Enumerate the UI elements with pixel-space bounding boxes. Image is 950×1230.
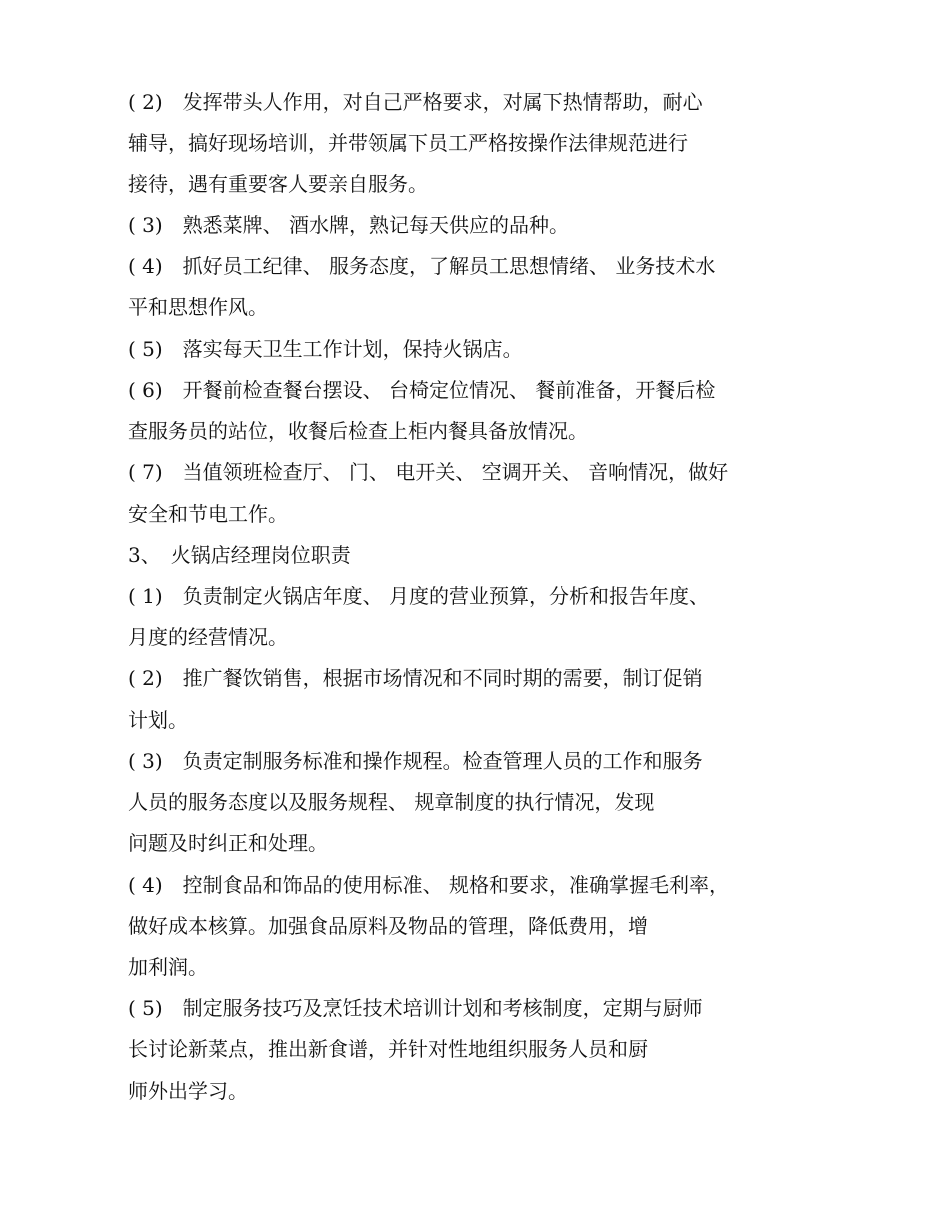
text-line: 师外出学习。 bbox=[128, 1079, 248, 1103]
text-line: 辅导，搞好现场培训，并带领属下员工严格按操作法律规范进行 bbox=[128, 131, 688, 155]
text-line: ( 2) 发挥带头人作用，对自己严格要求，对属下热情帮助，耐心 bbox=[128, 90, 703, 114]
text-line: 计划。 bbox=[128, 708, 188, 732]
text-line: 平和思想作风。 bbox=[128, 295, 268, 319]
text-line: ( 5) 落实每天卫生工作计划，保持火锅店。 bbox=[128, 337, 523, 361]
text-line: ( 3) 负责定制服务标准和操作规程。检查管理人员的工作和服务 bbox=[128, 749, 703, 773]
text-line: ( 3) 熟悉菜牌、 酒水牌，熟记每天供应的品种。 bbox=[128, 213, 570, 237]
section-heading: 3、 火锅店经理岗位职责 bbox=[128, 543, 351, 567]
text-line: ( 4) 抓好员工纪律、 服务态度，了解员工思想情绪、 业务技术水 bbox=[128, 254, 716, 278]
text-line: 安全和节电工作。 bbox=[128, 502, 288, 526]
text-line: 加利润。 bbox=[128, 955, 208, 979]
text-line: ( 6) 开餐前检查餐台摆设、 台椅定位情况、 餐前准备，开餐后检 bbox=[128, 378, 716, 402]
text-line: 接待，遇有重要客人要亲自服务。 bbox=[128, 172, 428, 196]
text-line: 长讨论新菜点，推出新食谱，并针对性地组织服务人员和厨 bbox=[128, 1037, 648, 1061]
text-line: ( 5) 制定服务技巧及烹饪技术培训计划和考核制度，定期与厨师 bbox=[128, 996, 703, 1020]
text-line: ( 2) 推广餐饮销售，根据市场情况和不同时期的需要，制订促销 bbox=[128, 666, 703, 690]
text-line: 做好成本核算。加强食品原料及物品的管理，降低费用，增 bbox=[128, 914, 648, 938]
text-line: ( 4) 控制食品和饰品的使用标准、 规格和要求，准确掌握毛利率， bbox=[128, 873, 730, 897]
text-line: 查服务员的站位，收餐后检查上柜内餐具备放情况。 bbox=[128, 419, 588, 443]
text-line: 人员的服务态度以及服务规程、 规章制度的执行情况，发现 bbox=[128, 790, 655, 814]
text-line: ( 7) 当值领班检查厅、 门、 电开关、 空调开关、 音响情况，做好 bbox=[128, 460, 729, 484]
text-line: 月度的经营情况。 bbox=[128, 625, 288, 649]
text-line: ( 1) 负责制定火锅店年度、 月度的营业预算，分析和报告年度、 bbox=[128, 584, 710, 608]
text-line: 问题及时纠正和处理。 bbox=[128, 831, 328, 855]
